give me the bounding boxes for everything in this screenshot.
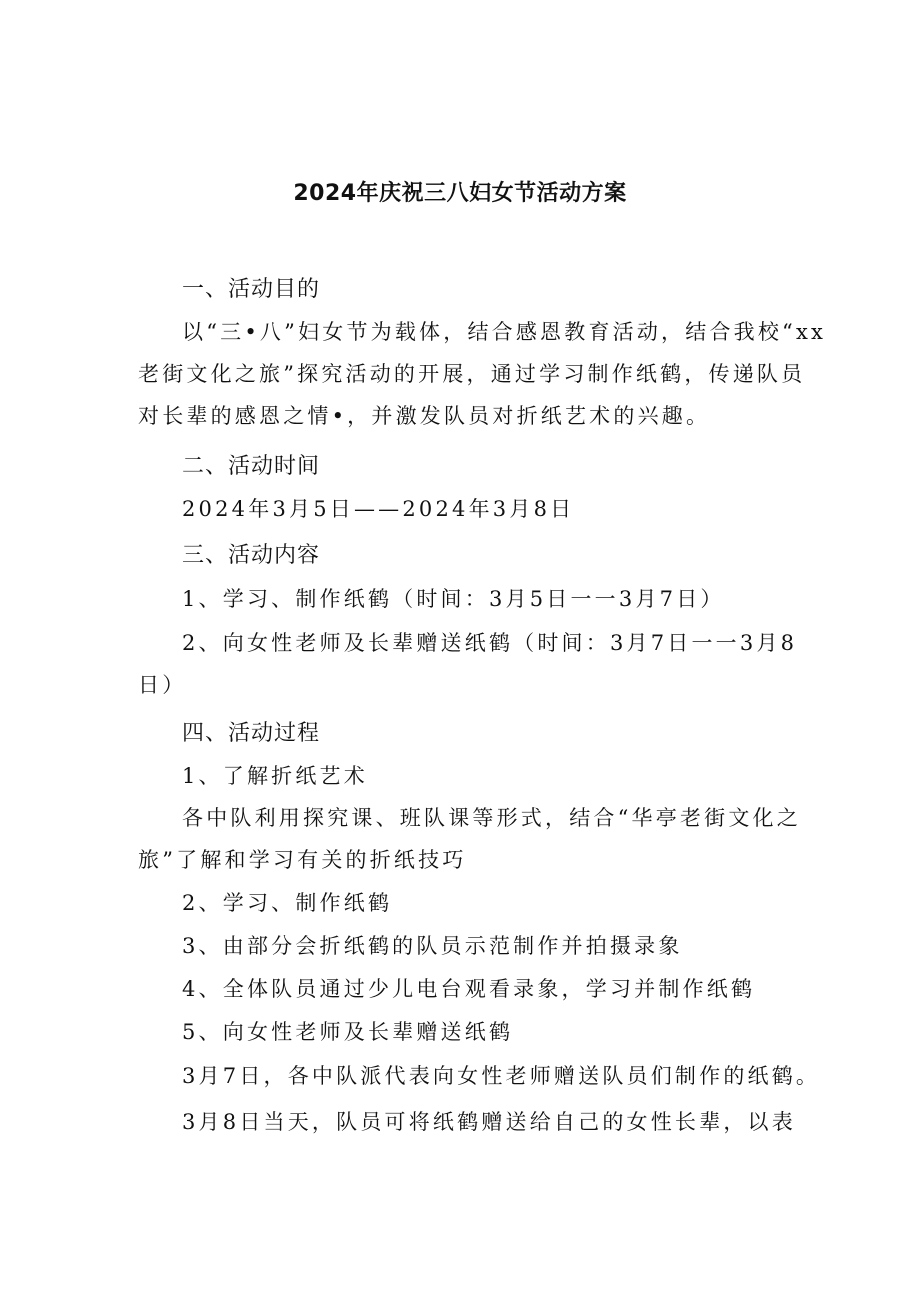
document-title: 2024年庆祝三八妇女节活动方案 [293, 181, 627, 206]
content-item-continuation: 日） [138, 673, 187, 697]
paragraph-line: 老街文化之旅”探究活动的开展，通过学习制作纸鹤，传递队员 [138, 362, 806, 386]
process-step: 3、由部分会折纸鹤的队员示范制作并拍摄录象 [182, 934, 683, 958]
process-step: 4、全体队员通过少儿电台观看录象，学习并制作纸鹤 [182, 977, 756, 1001]
section-heading-content: 三、活动内容 [182, 543, 321, 568]
process-step: 2、学习、制作纸鹤 [182, 891, 393, 915]
paragraph-line: 对长辈的感恩之情•，并激发队员对折纸艺术的兴趣。 [138, 404, 711, 428]
content-item: 1、学习、制作纸鹤（时间：3月5日一一3月7日） [182, 587, 725, 611]
paragraph-line: 旅”了解和学习有关的折纸技巧 [138, 848, 467, 872]
process-step: 5、向女性老师及长辈赠送纸鹤 [182, 1020, 514, 1044]
process-step: 1、了解折纸艺术 [182, 764, 368, 788]
paragraph-line: 3月8日当天，队员可将纸鹤赠送给自己的女性长辈，以表 [182, 1110, 796, 1134]
paragraph-line: 3月7日，各中队派代表向女性老师赠送队员们制作的纸鹤。 [182, 1064, 821, 1088]
content-item: 2、向女性老师及长辈赠送纸鹤（时间：3月7日一一3月8 [182, 631, 798, 655]
activity-dates: 2024年3月5日——2024年3月8日 [182, 497, 575, 521]
section-heading-time: 二、活动时间 [182, 454, 321, 479]
paragraph-line: 以“三•八”妇女节为载体，结合感恩教育活动，结合我校“xx [182, 320, 827, 344]
section-heading-process: 四、活动过程 [182, 721, 321, 746]
section-heading-purpose: 一、活动目的 [182, 277, 321, 302]
paragraph-line: 各中队利用探究课、班队课等形式，结合“华亭老街文化之 [182, 806, 801, 830]
